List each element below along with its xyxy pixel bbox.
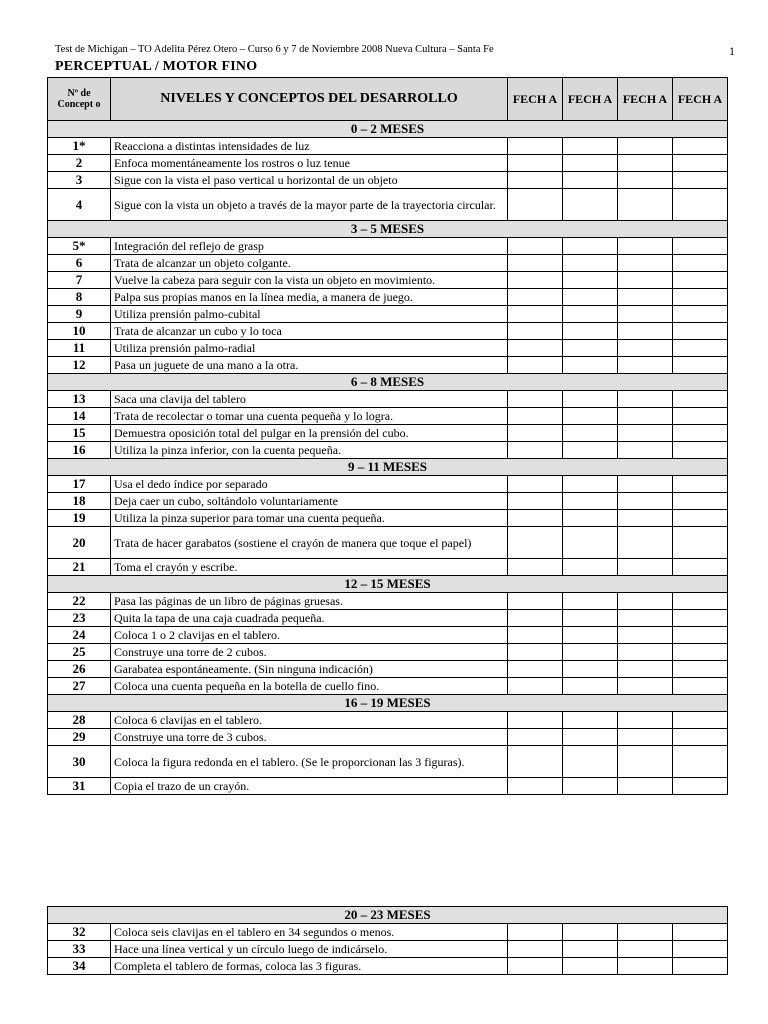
date-cell[interactable] — [673, 729, 728, 746]
date-cell[interactable] — [508, 644, 563, 661]
date-cell[interactable] — [563, 391, 618, 408]
table-row — [48, 323, 728, 340]
date-cell[interactable] — [673, 627, 728, 644]
concept-description: Sigue con la vista el paso vertical u horizontal de un objeto — [111, 172, 508, 189]
concept-number: 24 — [48, 627, 111, 644]
date-cell[interactable] — [673, 238, 728, 255]
concept-description: Coloca seis clavijas en el tablero en 34 segundos o menos. — [111, 924, 508, 941]
concept-description: Coloca 6 clavijas en el tablero. — [111, 712, 508, 729]
table-body-continued — [48, 907, 728, 975]
concept-description: Quita la tapa de una caja cuadrada pequeña. — [111, 610, 508, 627]
concept-description: Enfoca momentáneamente los rostros o luz tenue — [111, 155, 508, 172]
age-section-title: 9 – 11 MESES — [48, 459, 728, 476]
date-cell[interactable] — [673, 306, 728, 323]
date-cell[interactable] — [508, 941, 563, 958]
date-cell[interactable] — [563, 425, 618, 442]
date-cell[interactable] — [508, 172, 563, 189]
date-cell[interactable] — [563, 340, 618, 357]
concept-number: 29 — [48, 729, 111, 746]
concept-number: 28 — [48, 712, 111, 729]
concept-number: 23 — [48, 610, 111, 627]
date-cell[interactable] — [563, 323, 618, 340]
date-cell[interactable] — [673, 746, 728, 778]
table-row — [48, 527, 728, 559]
table-row — [48, 340, 728, 357]
concept-number: 7 — [48, 272, 111, 289]
concept-number: 4 — [48, 189, 111, 221]
table-row — [48, 958, 728, 975]
date-cell[interactable] — [618, 924, 673, 941]
development-table-continued — [47, 906, 728, 975]
concept-description: Utiliza la pinza superior para tomar una cuenta pequeña. — [111, 510, 508, 527]
date-cell[interactable] — [563, 559, 618, 576]
date-cell[interactable] — [508, 272, 563, 289]
concept-description: Deja caer un cubo, soltándolo voluntariamente — [111, 493, 508, 510]
age-section-row — [48, 695, 728, 712]
concept-number: 5* — [48, 238, 111, 255]
date-cell[interactable] — [508, 323, 563, 340]
date-cell[interactable] — [618, 493, 673, 510]
date-cell[interactable] — [618, 172, 673, 189]
date-cell[interactable] — [618, 510, 673, 527]
date-cell[interactable] — [618, 941, 673, 958]
date-cell[interactable] — [563, 476, 618, 493]
concept-description: Pasa las páginas de un libro de páginas gruesas. — [111, 593, 508, 610]
date-cell[interactable] — [673, 442, 728, 459]
date-cell[interactable] — [618, 778, 673, 795]
date-cell[interactable] — [618, 958, 673, 975]
table-row — [48, 559, 728, 576]
table-row — [48, 255, 728, 272]
date-cell[interactable] — [508, 778, 563, 795]
table-row — [48, 729, 728, 746]
date-cell[interactable] — [563, 272, 618, 289]
table-row — [48, 661, 728, 678]
date-cell[interactable] — [508, 425, 563, 442]
date-cell[interactable] — [563, 138, 618, 155]
concept-number: 16 — [48, 442, 111, 459]
date-cell[interactable] — [618, 527, 673, 559]
concept-number: 12 — [48, 357, 111, 374]
concept-description: Construye una torre de 3 cubos. — [111, 729, 508, 746]
concept-number: 3 — [48, 172, 111, 189]
date-cell[interactable] — [563, 189, 618, 221]
age-section-row — [48, 374, 728, 391]
table-row — [48, 408, 728, 425]
date-cell[interactable] — [618, 746, 673, 778]
concept-number: 2 — [48, 155, 111, 172]
date-cell[interactable] — [563, 306, 618, 323]
concept-description: Trata de alcanzar un objeto colgante. — [111, 255, 508, 272]
date-cell[interactable] — [618, 661, 673, 678]
concept-description: Utiliza la pinza inferior, con la cuenta pequeña. — [111, 442, 508, 459]
date-cell[interactable] — [508, 593, 563, 610]
concept-description: Coloca una cuenta pequeña en la botella de cuello fino. — [111, 678, 508, 695]
concept-number: 20 — [48, 527, 111, 559]
date-cell[interactable] — [618, 425, 673, 442]
date-cell[interactable] — [563, 661, 618, 678]
date-cell[interactable] — [563, 357, 618, 374]
concept-number: 15 — [48, 425, 111, 442]
date-cell[interactable] — [563, 958, 618, 975]
date-cell[interactable] — [508, 678, 563, 695]
concept-number: 26 — [48, 661, 111, 678]
date-cell[interactable] — [673, 425, 728, 442]
table-row — [48, 712, 728, 729]
date-cell[interactable] — [673, 255, 728, 272]
date-cell[interactable] — [508, 357, 563, 374]
date-cell[interactable] — [673, 593, 728, 610]
date-cell[interactable] — [508, 527, 563, 559]
date-cell[interactable] — [618, 340, 673, 357]
date-cell[interactable] — [563, 493, 618, 510]
concept-number: 9 — [48, 306, 111, 323]
date-cell[interactable] — [508, 289, 563, 306]
date-cell[interactable] — [563, 746, 618, 778]
date-cell[interactable] — [563, 644, 618, 661]
date-cell[interactable] — [673, 510, 728, 527]
table-row — [48, 593, 728, 610]
date-cell[interactable] — [618, 255, 673, 272]
table-row — [48, 941, 728, 958]
date-cell[interactable] — [508, 238, 563, 255]
date-cell[interactable] — [508, 510, 563, 527]
date-cell[interactable] — [673, 958, 728, 975]
date-cell[interactable] — [508, 493, 563, 510]
concept-number: 13 — [48, 391, 111, 408]
concept-number: 11 — [48, 340, 111, 357]
date-cell[interactable] — [673, 189, 728, 221]
date-cell[interactable] — [508, 661, 563, 678]
date-cell[interactable] — [673, 172, 728, 189]
table-row — [48, 289, 728, 306]
date-cell[interactable] — [618, 306, 673, 323]
table-row — [48, 306, 728, 323]
date-cell[interactable] — [673, 527, 728, 559]
date-cell[interactable] — [618, 712, 673, 729]
date-cell[interactable] — [508, 306, 563, 323]
date-cell[interactable] — [563, 172, 618, 189]
date-cell[interactable] — [508, 712, 563, 729]
table-row — [48, 391, 728, 408]
document-subtitle: PERCEPTUAL / MOTOR FINO — [55, 59, 258, 74]
date-cell[interactable] — [618, 610, 673, 627]
concept-description: Saca una clavija del tablero — [111, 391, 508, 408]
concept-description: Construye una torre de 2 cubos. — [111, 644, 508, 661]
concept-description: Trata de alcanzar un cubo y lo toca — [111, 323, 508, 340]
concept-number: 31 — [48, 778, 111, 795]
date-cell[interactable] — [618, 593, 673, 610]
concept-description: Vuelve la cabeza para seguir con la vista un objeto en movimiento. — [111, 272, 508, 289]
date-cell[interactable] — [508, 255, 563, 272]
concept-description: Pasa un juguete de una mano a la otra. — [111, 357, 508, 374]
date-cell[interactable] — [673, 289, 728, 306]
table-row — [48, 425, 728, 442]
concept-number: 32 — [48, 924, 111, 941]
concept-description: Coloca 1 o 2 clavijas en el tablero. — [111, 627, 508, 644]
age-section-title: 0 – 2 MESES — [48, 121, 728, 138]
table-row — [48, 644, 728, 661]
date-cell[interactable] — [563, 510, 618, 527]
concept-number: 30 — [48, 746, 111, 778]
date-cell[interactable] — [673, 559, 728, 576]
date-cell[interactable] — [618, 627, 673, 644]
concept-description: Usa el dedo índice por separado — [111, 476, 508, 493]
table-row — [48, 189, 728, 221]
header-concept-number: Nº de Concept o — [48, 78, 111, 121]
date-cell[interactable] — [618, 476, 673, 493]
header-date-2: FECH A — [563, 78, 618, 121]
concept-description: Coloca la figura redonda en el tablero. (Se le proporcionan las 3 figuras). — [111, 746, 508, 778]
date-cell[interactable] — [673, 272, 728, 289]
age-section-title: 20 – 23 MESES — [48, 907, 728, 924]
date-cell[interactable] — [563, 627, 618, 644]
date-cell[interactable] — [563, 712, 618, 729]
date-cell[interactable] — [563, 924, 618, 941]
concept-description: Utiliza prensión palmo-cubital — [111, 306, 508, 323]
table-row — [48, 357, 728, 374]
date-cell[interactable] — [563, 408, 618, 425]
concept-description: Utiliza prensión palmo-radial — [111, 340, 508, 357]
date-cell[interactable] — [618, 272, 673, 289]
development-table — [47, 77, 728, 795]
date-cell[interactable] — [563, 778, 618, 795]
table-row — [48, 924, 728, 941]
concept-description: Palpa sus propias manos en la línea media, a manera de juego. — [111, 289, 508, 306]
concept-number: 19 — [48, 510, 111, 527]
concept-number: 14 — [48, 408, 111, 425]
table-row — [48, 610, 728, 627]
date-cell[interactable] — [673, 138, 728, 155]
date-cell[interactable] — [508, 924, 563, 941]
concept-description: Reacciona a distintas intensidades de luz — [111, 138, 508, 155]
date-cell[interactable] — [508, 442, 563, 459]
table-row — [48, 627, 728, 644]
date-cell[interactable] — [618, 138, 673, 155]
date-cell[interactable] — [618, 644, 673, 661]
age-section-row — [48, 576, 728, 593]
date-cell[interactable] — [508, 729, 563, 746]
date-cell[interactable] — [563, 678, 618, 695]
date-cell[interactable] — [618, 189, 673, 221]
date-cell[interactable] — [673, 408, 728, 425]
concept-number: 22 — [48, 593, 111, 610]
date-cell[interactable] — [508, 958, 563, 975]
date-cell[interactable] — [508, 627, 563, 644]
concept-number: 6 — [48, 255, 111, 272]
header-date-3: FECH A — [618, 78, 673, 121]
date-cell[interactable] — [618, 408, 673, 425]
date-cell[interactable] — [618, 357, 673, 374]
date-cell[interactable] — [563, 238, 618, 255]
date-cell[interactable] — [618, 678, 673, 695]
date-cell[interactable] — [618, 391, 673, 408]
concept-number: 18 — [48, 493, 111, 510]
date-cell[interactable] — [673, 476, 728, 493]
date-cell[interactable] — [508, 408, 563, 425]
date-cell[interactable] — [508, 138, 563, 155]
concept-description: Demuestra oposición total del pulgar en la prensión del cubo. — [111, 425, 508, 442]
date-cell[interactable] — [618, 289, 673, 306]
header-levels-concepts: NIVELES Y CONCEPTOS DEL DESARROLLO — [111, 78, 508, 121]
table-row — [48, 493, 728, 510]
date-cell[interactable] — [673, 357, 728, 374]
table-row — [48, 172, 728, 189]
date-cell[interactable] — [673, 323, 728, 340]
date-cell[interactable] — [563, 255, 618, 272]
date-cell[interactable] — [618, 155, 673, 172]
concept-description: Trata de hacer garabatos (sostiene el crayón de manera que toque el papel) — [111, 527, 508, 559]
date-cell[interactable] — [563, 593, 618, 610]
date-cell[interactable] — [673, 340, 728, 357]
concept-description: Integración del reflejo de grasp — [111, 238, 508, 255]
date-cell[interactable] — [673, 678, 728, 695]
concept-number: 8 — [48, 289, 111, 306]
date-cell[interactable] — [673, 493, 728, 510]
date-cell[interactable] — [673, 712, 728, 729]
concept-number: 21 — [48, 559, 111, 576]
date-cell[interactable] — [673, 661, 728, 678]
table-row — [48, 138, 728, 155]
date-cell[interactable] — [618, 559, 673, 576]
table-row — [48, 678, 728, 695]
table-row — [48, 510, 728, 527]
concept-number: 25 — [48, 644, 111, 661]
date-cell[interactable] — [508, 391, 563, 408]
date-cell[interactable] — [508, 155, 563, 172]
date-cell[interactable] — [563, 729, 618, 746]
concept-description: Completa el tablero de formas, coloca las 3 figuras. — [111, 958, 508, 975]
date-cell[interactable] — [618, 729, 673, 746]
age-section-row — [48, 459, 728, 476]
concept-description: Toma el crayón y escribe. — [111, 559, 508, 576]
age-section-row — [48, 221, 728, 238]
age-section-title: 12 – 15 MESES — [48, 576, 728, 593]
concept-description: Copia el trazo de un crayón. — [111, 778, 508, 795]
table-row — [48, 155, 728, 172]
date-cell[interactable] — [508, 746, 563, 778]
table-body — [48, 121, 728, 795]
date-cell[interactable] — [673, 155, 728, 172]
header-date-4: FECH A — [673, 78, 728, 121]
date-cell[interactable] — [508, 559, 563, 576]
concept-number: 33 — [48, 941, 111, 958]
concept-description: Sigue con la vista un objeto a través de la mayor parte de la trayectoria circular. — [111, 189, 508, 221]
header-date-1: FECH A — [508, 78, 563, 121]
concept-description: Trata de recolectar o tomar una cuenta pequeña y lo logra. — [111, 408, 508, 425]
page-number: 1 — [729, 44, 735, 58]
age-section-title: 3 – 5 MESES — [48, 221, 728, 238]
date-cell[interactable] — [618, 323, 673, 340]
date-cell[interactable] — [563, 527, 618, 559]
date-cell[interactable] — [618, 238, 673, 255]
table-row — [48, 272, 728, 289]
table-row — [48, 442, 728, 459]
header-text: Test de Michigan – TO Adelita Pérez Otero – Curso 6 y 7 de Noviembre 2008 Nueva Cultura – Santa Fe — [55, 44, 494, 55]
date-cell[interactable] — [673, 391, 728, 408]
date-cell[interactable] — [563, 610, 618, 627]
age-section-title: 16 – 19 MESES — [48, 695, 728, 712]
date-cell[interactable] — [508, 340, 563, 357]
concept-number: 34 — [48, 958, 111, 975]
concept-number: 10 — [48, 323, 111, 340]
table-row — [48, 238, 728, 255]
date-cell[interactable] — [673, 941, 728, 958]
concept-number: 17 — [48, 476, 111, 493]
date-cell[interactable] — [508, 476, 563, 493]
table-row — [48, 746, 728, 778]
date-cell[interactable] — [563, 155, 618, 172]
date-cell[interactable] — [673, 778, 728, 795]
date-cell[interactable] — [673, 610, 728, 627]
date-cell[interactable] — [563, 289, 618, 306]
date-cell[interactable] — [673, 924, 728, 941]
date-cell[interactable] — [673, 644, 728, 661]
concept-number: 1* — [48, 138, 111, 155]
concept-number: 27 — [48, 678, 111, 695]
date-cell[interactable] — [563, 442, 618, 459]
table-header-row — [48, 78, 728, 121]
concept-description: Hace una línea vertical y un círculo luego de indicárselo. — [111, 941, 508, 958]
date-cell[interactable] — [563, 941, 618, 958]
date-cell[interactable] — [618, 442, 673, 459]
age-section-row — [48, 907, 728, 924]
table-row — [48, 476, 728, 493]
concept-description: Garabatea espontáneamente. (Sin ninguna indicación) — [111, 661, 508, 678]
document-header — [55, 44, 735, 58]
date-cell[interactable] — [508, 610, 563, 627]
age-section-title: 6 – 8 MESES — [48, 374, 728, 391]
date-cell[interactable] — [508, 189, 563, 221]
table-row — [48, 778, 728, 795]
age-section-row — [48, 121, 728, 138]
